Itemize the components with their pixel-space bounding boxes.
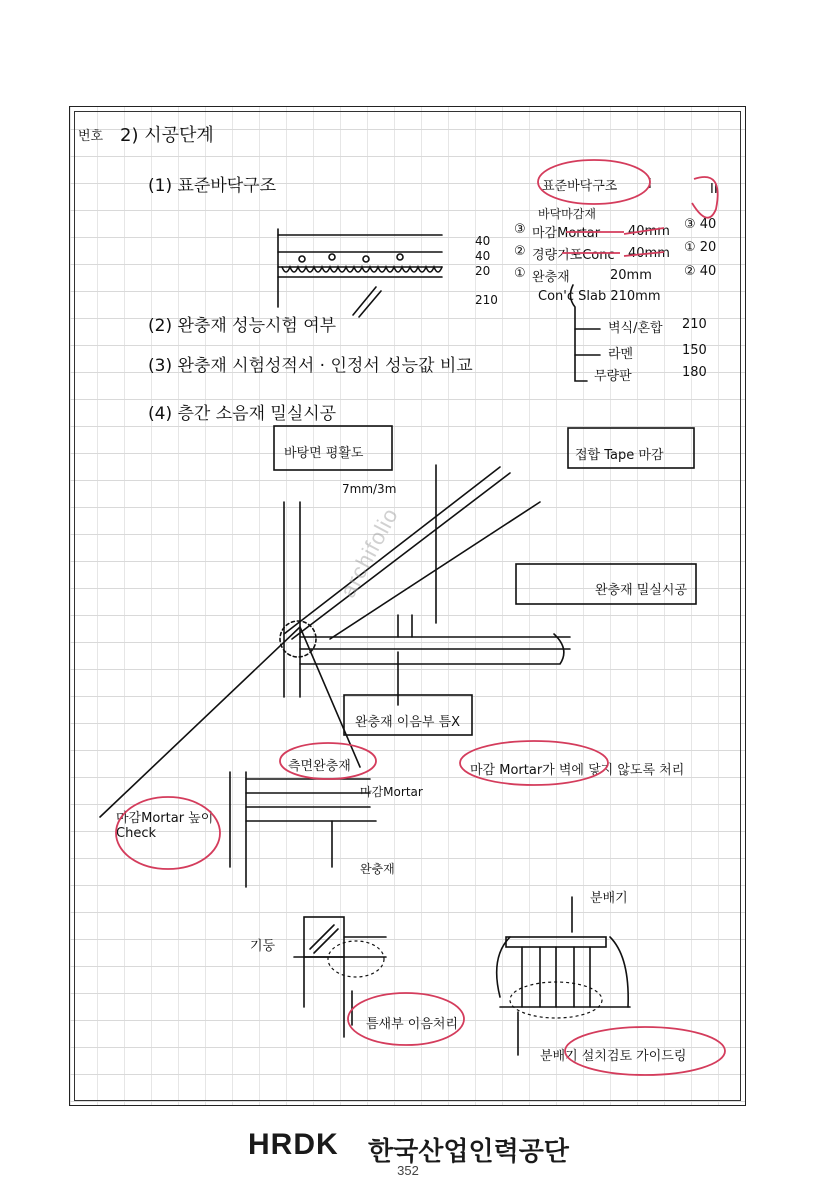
worksheet [69, 106, 746, 1106]
label-joint: 틈새부 이음처리 [366, 1017, 459, 1032]
label-flatness: 바탕면 평활도 [284, 446, 364, 461]
slab-label: Con'c Slab 210mm [538, 289, 661, 304]
slab-type-3: 무량판 [594, 369, 632, 384]
slab-type-3-value: 180 [682, 365, 707, 380]
label-flatness-tol: 7mm/3m [342, 482, 397, 496]
item-1: (1) 표준바닥구조 [148, 176, 277, 196]
slab-type-2: 라멘 [608, 347, 634, 362]
row2-no: ② [514, 244, 526, 259]
floor-section-sketch [278, 229, 442, 317]
label-mortar-height: 마감Mortar 높이 Check [116, 811, 214, 841]
std-col-2: II [710, 182, 718, 197]
hrdk-logo: HRDK [248, 1128, 339, 1161]
watermark: archifolio [335, 503, 404, 602]
section-heading: 2) 시공단계 [120, 125, 214, 146]
row1-no: ③ [514, 222, 526, 237]
dim-210: 210 [475, 293, 498, 307]
slab-type-2-value: 150 [682, 343, 707, 358]
column-sketch [294, 917, 386, 1037]
row3-name: 완충재 [532, 270, 570, 285]
row2-v1: 40mm [628, 246, 670, 261]
row1-name: 마감Mortar [532, 226, 601, 241]
row2-v2: ① 20 [684, 240, 717, 255]
label-tape: 접합 Tape 마감 [575, 448, 664, 463]
item-3: (3) 완충재 시험성적서 · 인정서 성능값 비교 [148, 356, 473, 376]
detail-small-sketch [230, 772, 376, 887]
dim-40a: 40 [475, 234, 491, 248]
number-label: 번호 [78, 129, 104, 144]
row2-name: 경량기포Conc [532, 248, 615, 263]
row3-v2: ② 40 [684, 264, 717, 279]
label-column: 기둥 [250, 939, 276, 954]
label-side-buffer: 측면완충재 [288, 759, 351, 774]
page-number: 352 [397, 1163, 419, 1178]
row3-v1: 20mm [610, 268, 652, 283]
item-2: (2) 완충재 성능시험 여부 [148, 316, 337, 336]
std-table-title: 표준바닥구조 [542, 179, 618, 194]
distributor-sketch [497, 897, 630, 1055]
sketch-drawings [70, 107, 747, 1107]
row1-v1: 40mm [628, 224, 670, 239]
label-no-gap: 완충재 이음부 틈X [355, 715, 461, 730]
org-name: 한국산업인력공단 [368, 1137, 569, 1167]
std-subtitle: 바닥마감재 [538, 207, 596, 221]
red-markup [116, 160, 725, 1075]
slab-type-1-value: 210 [682, 317, 707, 332]
slab-type-1: 벽식/혼합 [608, 321, 663, 336]
label-finish-mortar: 마감Mortar [360, 785, 423, 799]
std-col-1: I [648, 177, 652, 192]
label-buffer: 완충재 [360, 862, 395, 876]
label-distributor: 분배기 [590, 891, 628, 906]
label-dense-install: 완충재 밀실시공 [595, 583, 688, 598]
item-4: (4) 층간 소음재 밀실시공 [148, 404, 337, 424]
label-distributor-note: 분배기 설치검토 가이드링 [540, 1049, 687, 1064]
dim-20: 20 [475, 264, 491, 278]
dim-40b: 40 [475, 249, 491, 263]
label-wall-note: 마감 Mortar가 벽에 닿지 않도록 처리 [470, 763, 685, 778]
row3-no: ① [514, 266, 526, 281]
row1-v2: ③ 40 [684, 217, 717, 232]
